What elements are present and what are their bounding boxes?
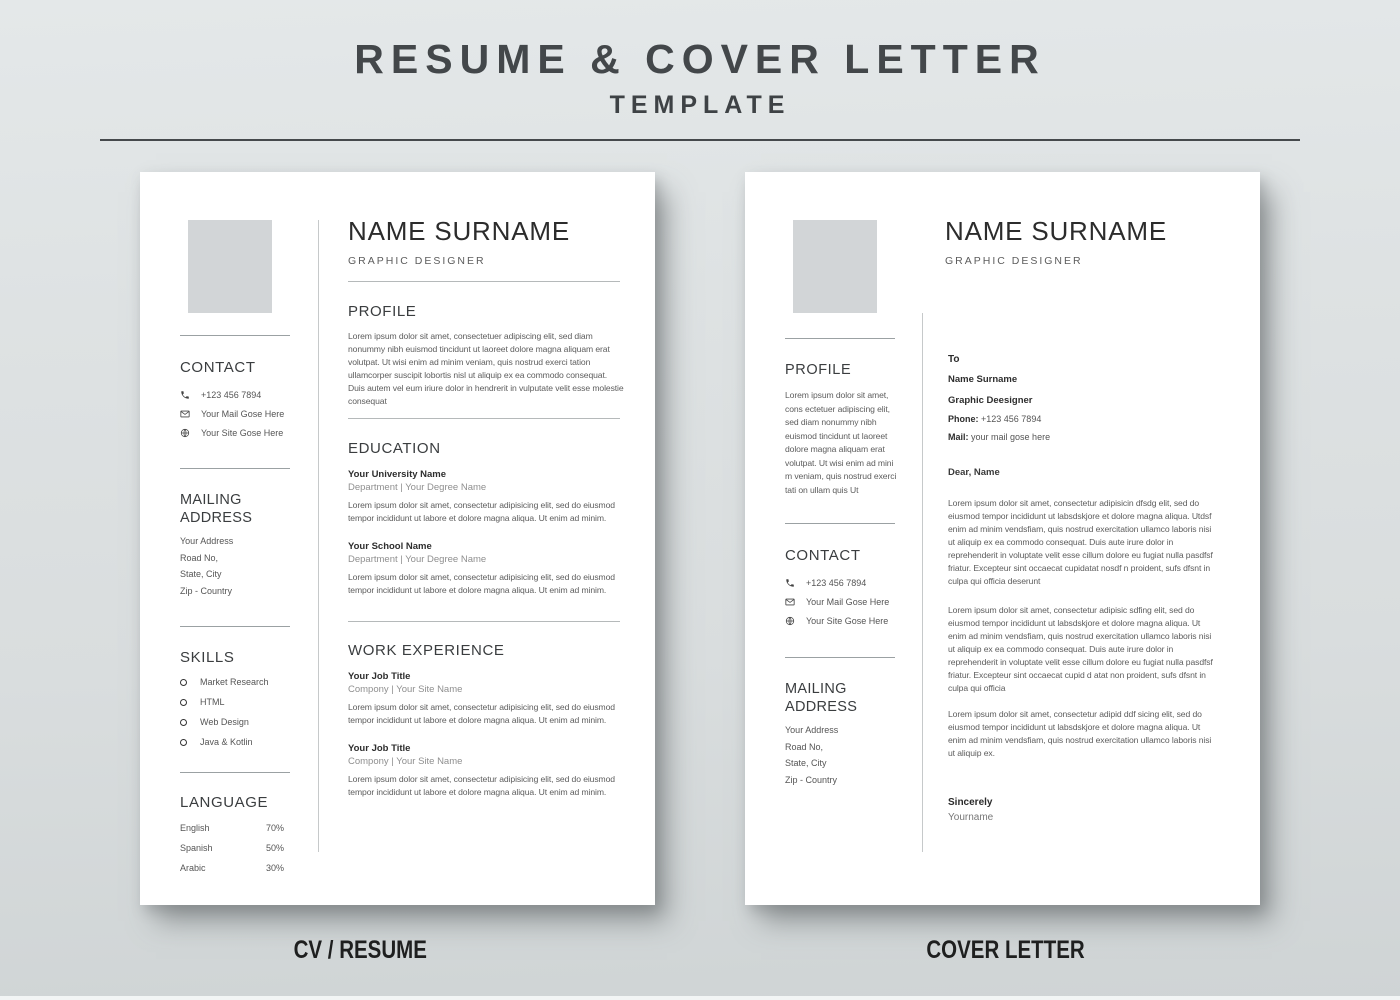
- profile-body: Lorem ipsum dolor sit amet, cons ectetuer adipiscing elit, sed diam nonummy nibh euismod tincidunt ut laoreet dolore magna aliquam erat volutpat. Ut wisi enim ad mini m veniam, quis nostrud exerci tati on ullam quis Ut: [785, 390, 897, 495]
- work-experience-heading: WORK EXPERIENCE: [348, 642, 505, 659]
- skill-label: Market Research: [200, 677, 269, 687]
- contact-item: [180, 423, 292, 442]
- skill-item: [180, 712, 292, 732]
- skill-label: HTML: [200, 697, 225, 707]
- education-entry: [348, 540, 624, 597]
- sidebar-divider: [180, 772, 290, 773]
- sidebar-divider: [180, 468, 290, 469]
- section-divider: [348, 621, 620, 622]
- address-line: Your Address: [180, 536, 234, 546]
- language-name: Arabic: [180, 863, 206, 873]
- contact-list: [785, 573, 897, 630]
- letter-paragraph: Lorem ipsum dolor sit amet, consectetur adipisicin dfsdg elit, sed do eiusmod tempor incididunt ut labsdskjore et dolore magna aliqua. Utdsf enim ad minim vendsfiam, quis nostrud exercitation ullamco laboris nisi ut aliquip ex ea commodo consequat. Duis aute irure dolor in reprehenderit in voluptate velit esse cillum dolore eu fugiat nulla pasdfsf friatur. Excepteur sint occaecat cupidatat nosdf n proident, sufs dfsnt in culpa qui officia deserunt: [948, 498, 1213, 586]
- address-line: State, City: [785, 758, 827, 768]
- letter-salutation: Dear, Name: [948, 467, 1000, 478]
- mailing-address-heading: MAILING ADDRESS: [785, 681, 858, 715]
- bullet-ring-icon: [180, 739, 187, 746]
- skill-item: [180, 692, 292, 712]
- entry-body: Lorem ipsum dolor sit amet, consectetur adipisicing elit, sed do eiusmod tempor incididunt ut labore et dolore magna aliqua. Ut enim ad minim.: [348, 500, 615, 523]
- address-line: Road No,: [180, 552, 219, 563]
- contact-item-text: Your Mail Gose Here: [201, 408, 285, 419]
- cover-header: [945, 216, 1221, 268]
- contact-item-text: Your Mail Gose Here: [806, 596, 890, 607]
- work-entry: [348, 742, 624, 799]
- entry-body: Lorem ipsum dolor sit amet, consectetur adipisicing elit, sed do eiusmod tempor incididunt ut labore et dolore magna aliqua. Ut enim ad minim.: [348, 572, 615, 595]
- entry-title: Your School Name: [348, 541, 432, 552]
- language-item: [180, 863, 284, 883]
- resume-caption: [140, 936, 580, 964]
- skill-label: Web Design: [200, 717, 249, 727]
- skills-list: [180, 672, 292, 752]
- address-line: State, City: [180, 569, 222, 579]
- language-item: [180, 843, 284, 863]
- entry-title: Your Job Title: [348, 671, 411, 682]
- letter-recipient-name: Name Surname: [948, 374, 1018, 385]
- letter-mail-line: [948, 432, 1215, 443]
- contact-heading: CONTACT: [180, 359, 256, 376]
- education-heading: EDUCATION: [348, 440, 441, 457]
- cover-sidebar: [785, 338, 897, 788]
- contact-item-text: +123 456 7894: [201, 389, 262, 400]
- work-entry: [348, 670, 624, 727]
- cover-role: GRAPHIC DESIGNER: [945, 255, 1083, 267]
- language-name: Spanish: [180, 843, 213, 853]
- poster-subtitle: TEMPLATE: [609, 91, 791, 119]
- language-item: [180, 823, 284, 843]
- phone-value: +123 456 7894: [981, 414, 1042, 424]
- phone-icon: [785, 578, 796, 588]
- letter-phone-line: [948, 414, 1215, 425]
- entry-subtitle: Compony | Your Site Name: [348, 684, 463, 695]
- entry-body: Lorem ipsum dolor sit amet, consectetur adipisicing elit, sed do eiusmod tempor incididunt ut labore et dolore magna aliqua. Ut enim ad minim.: [348, 774, 615, 797]
- contact-item-text: Your Site Gose Here: [201, 427, 284, 438]
- bullet-ring-icon: [180, 719, 187, 726]
- cover-name: NAME SURNAME: [945, 216, 1167, 246]
- mailing-address-heading: MAILING ADDRESS: [180, 492, 253, 526]
- contact-item: [785, 592, 897, 611]
- address-line: Zip - Country: [785, 774, 838, 785]
- language-name: English: [180, 823, 210, 833]
- contact-heading: CONTACT: [785, 547, 861, 564]
- skills-heading: SKILLS: [180, 649, 235, 666]
- contact-item: [180, 404, 292, 423]
- mailing-address-lines: [180, 533, 292, 599]
- resume-main-column: [348, 216, 624, 799]
- profile-heading: PROFILE: [785, 362, 852, 378]
- entry-body: Lorem ipsum dolor sit amet, consectetur adipisicing elit, sed do eiusmod tempor incididunt ut labore et dolore magna aliqua. Ut enim ad minim.: [348, 702, 615, 725]
- sidebar-divider: [785, 338, 895, 339]
- entry-subtitle: Department | Your Degree Name: [348, 482, 487, 493]
- resume-sidebar: [180, 335, 292, 883]
- poster-title: RESUME & COVER LETTER: [354, 36, 1046, 82]
- mail-icon: [180, 409, 191, 419]
- contact-item: [785, 573, 897, 592]
- entry-title: Your Job Title: [348, 743, 411, 754]
- letter-paragraph: Lorem ipsum dolor sit amet, consectetur adipisic sdfing elit, sed do eiusmod tempor incididunt ut labsdskjore et dolore magna aliqua. Ut enim ad minim vendsfiam, quis nostrud exercitation ullamco laboris nisi ut aliquip ex ea commodo consequat. Duis aute irure dolor in reprehenderit in voluptate velit esse cillum dolore eu fugiat nulla pasdfsf friatur. Excepteur sint occaecat cupid d atat non proident, sufs dfsnt in culpa qui officia: [948, 605, 1213, 693]
- resume-caption-text: CV / RESUME: [293, 936, 427, 964]
- sidebar-divider: [180, 335, 290, 336]
- skill-item: [180, 732, 292, 752]
- language-level: 70%: [265, 823, 284, 833]
- phone-label: Phone:: [948, 414, 979, 424]
- sidebar-divider: [785, 523, 895, 524]
- education-entry: [348, 468, 624, 525]
- resume-photo-placeholder: [188, 220, 272, 313]
- contact-item-text: +123 456 7894: [806, 577, 867, 588]
- mail-label: Mail:: [948, 432, 969, 442]
- cover-caption: [786, 936, 1226, 964]
- poster-header: [0, 36, 1400, 120]
- cover-photo-placeholder: [793, 220, 877, 313]
- skill-label: Java & Kotlin: [200, 737, 253, 747]
- mail-icon: [785, 597, 796, 607]
- bullet-ring-icon: [180, 699, 187, 706]
- address-line: Zip - Country: [180, 585, 233, 596]
- letter-paragraph: Lorem ipsum dolor sit amet, consectetur adipid ddf sicing elit, sed do eiusmod tempor incididunt ut labsdskjore et dolore magna aliqua. Ut enim ad minim vendsfiam, quis nostrud exercitation ullamco laboris nisi ut aliquip ex.: [948, 709, 1212, 758]
- cover-column-divider: [922, 313, 923, 852]
- resume-name: NAME SURNAME: [348, 216, 570, 246]
- letter-to-label: To: [948, 354, 960, 365]
- section-divider: [348, 281, 620, 282]
- letter-recipient-role: Graphic Deesigner: [948, 395, 1033, 406]
- letter-body-column: [948, 354, 1215, 824]
- address-line: Road No,: [785, 741, 824, 752]
- entry-subtitle: Department | Your Degree Name: [348, 554, 487, 565]
- language-list: [180, 823, 284, 883]
- globe-icon: [180, 428, 191, 438]
- mailing-address-lines: [785, 722, 897, 788]
- cover-caption-text: COVER LETTER: [926, 936, 1086, 964]
- sidebar-divider: [785, 657, 895, 658]
- mail-value: your mail gose here: [971, 432, 1051, 442]
- bullet-ring-icon: [180, 679, 187, 686]
- resume-page: [140, 172, 655, 905]
- address-line: Your Address: [785, 725, 839, 735]
- resume-role: GRAPHIC DESIGNER: [348, 255, 486, 267]
- sidebar-divider: [180, 626, 290, 627]
- entry-subtitle: Compony | Your Site Name: [348, 756, 463, 767]
- letter-signature: Yourname: [948, 812, 994, 823]
- section-divider: [348, 418, 620, 419]
- contact-item-text: Your Site Gose Here: [806, 615, 889, 626]
- skill-item: [180, 672, 292, 692]
- phone-icon: [180, 390, 191, 400]
- language-level: 30%: [265, 863, 284, 873]
- language-level: 50%: [265, 843, 284, 853]
- letter-closing: Sincerely: [948, 797, 993, 808]
- contact-list: [180, 385, 292, 442]
- resume-column-divider: [318, 220, 319, 852]
- contact-item: [785, 611, 897, 630]
- profile-body: Lorem ipsum dolor sit amet, consectetuer adipiscing elit, sed diam nonummy nibh euismod tincidunt ut laoreet dolore magna aliquam erat volutpat. Ut wisi enim ad minim veniam, quis nostrud exerci tation ullamcorper suscipit lobortis nisl ut aliquip ex ea commodo consequat. Duis autem vel eum iriure dolor in hendrerit in vulputate velit esse molestie consequat: [348, 331, 624, 406]
- entry-title: Your University Name: [348, 469, 447, 480]
- contact-item: [180, 385, 292, 404]
- cover-letter-page: [745, 172, 1260, 905]
- profile-heading: PROFILE: [348, 303, 417, 320]
- globe-icon: [785, 616, 796, 626]
- header-divider: [100, 139, 1300, 141]
- language-heading: LANGUAGE: [180, 794, 269, 811]
